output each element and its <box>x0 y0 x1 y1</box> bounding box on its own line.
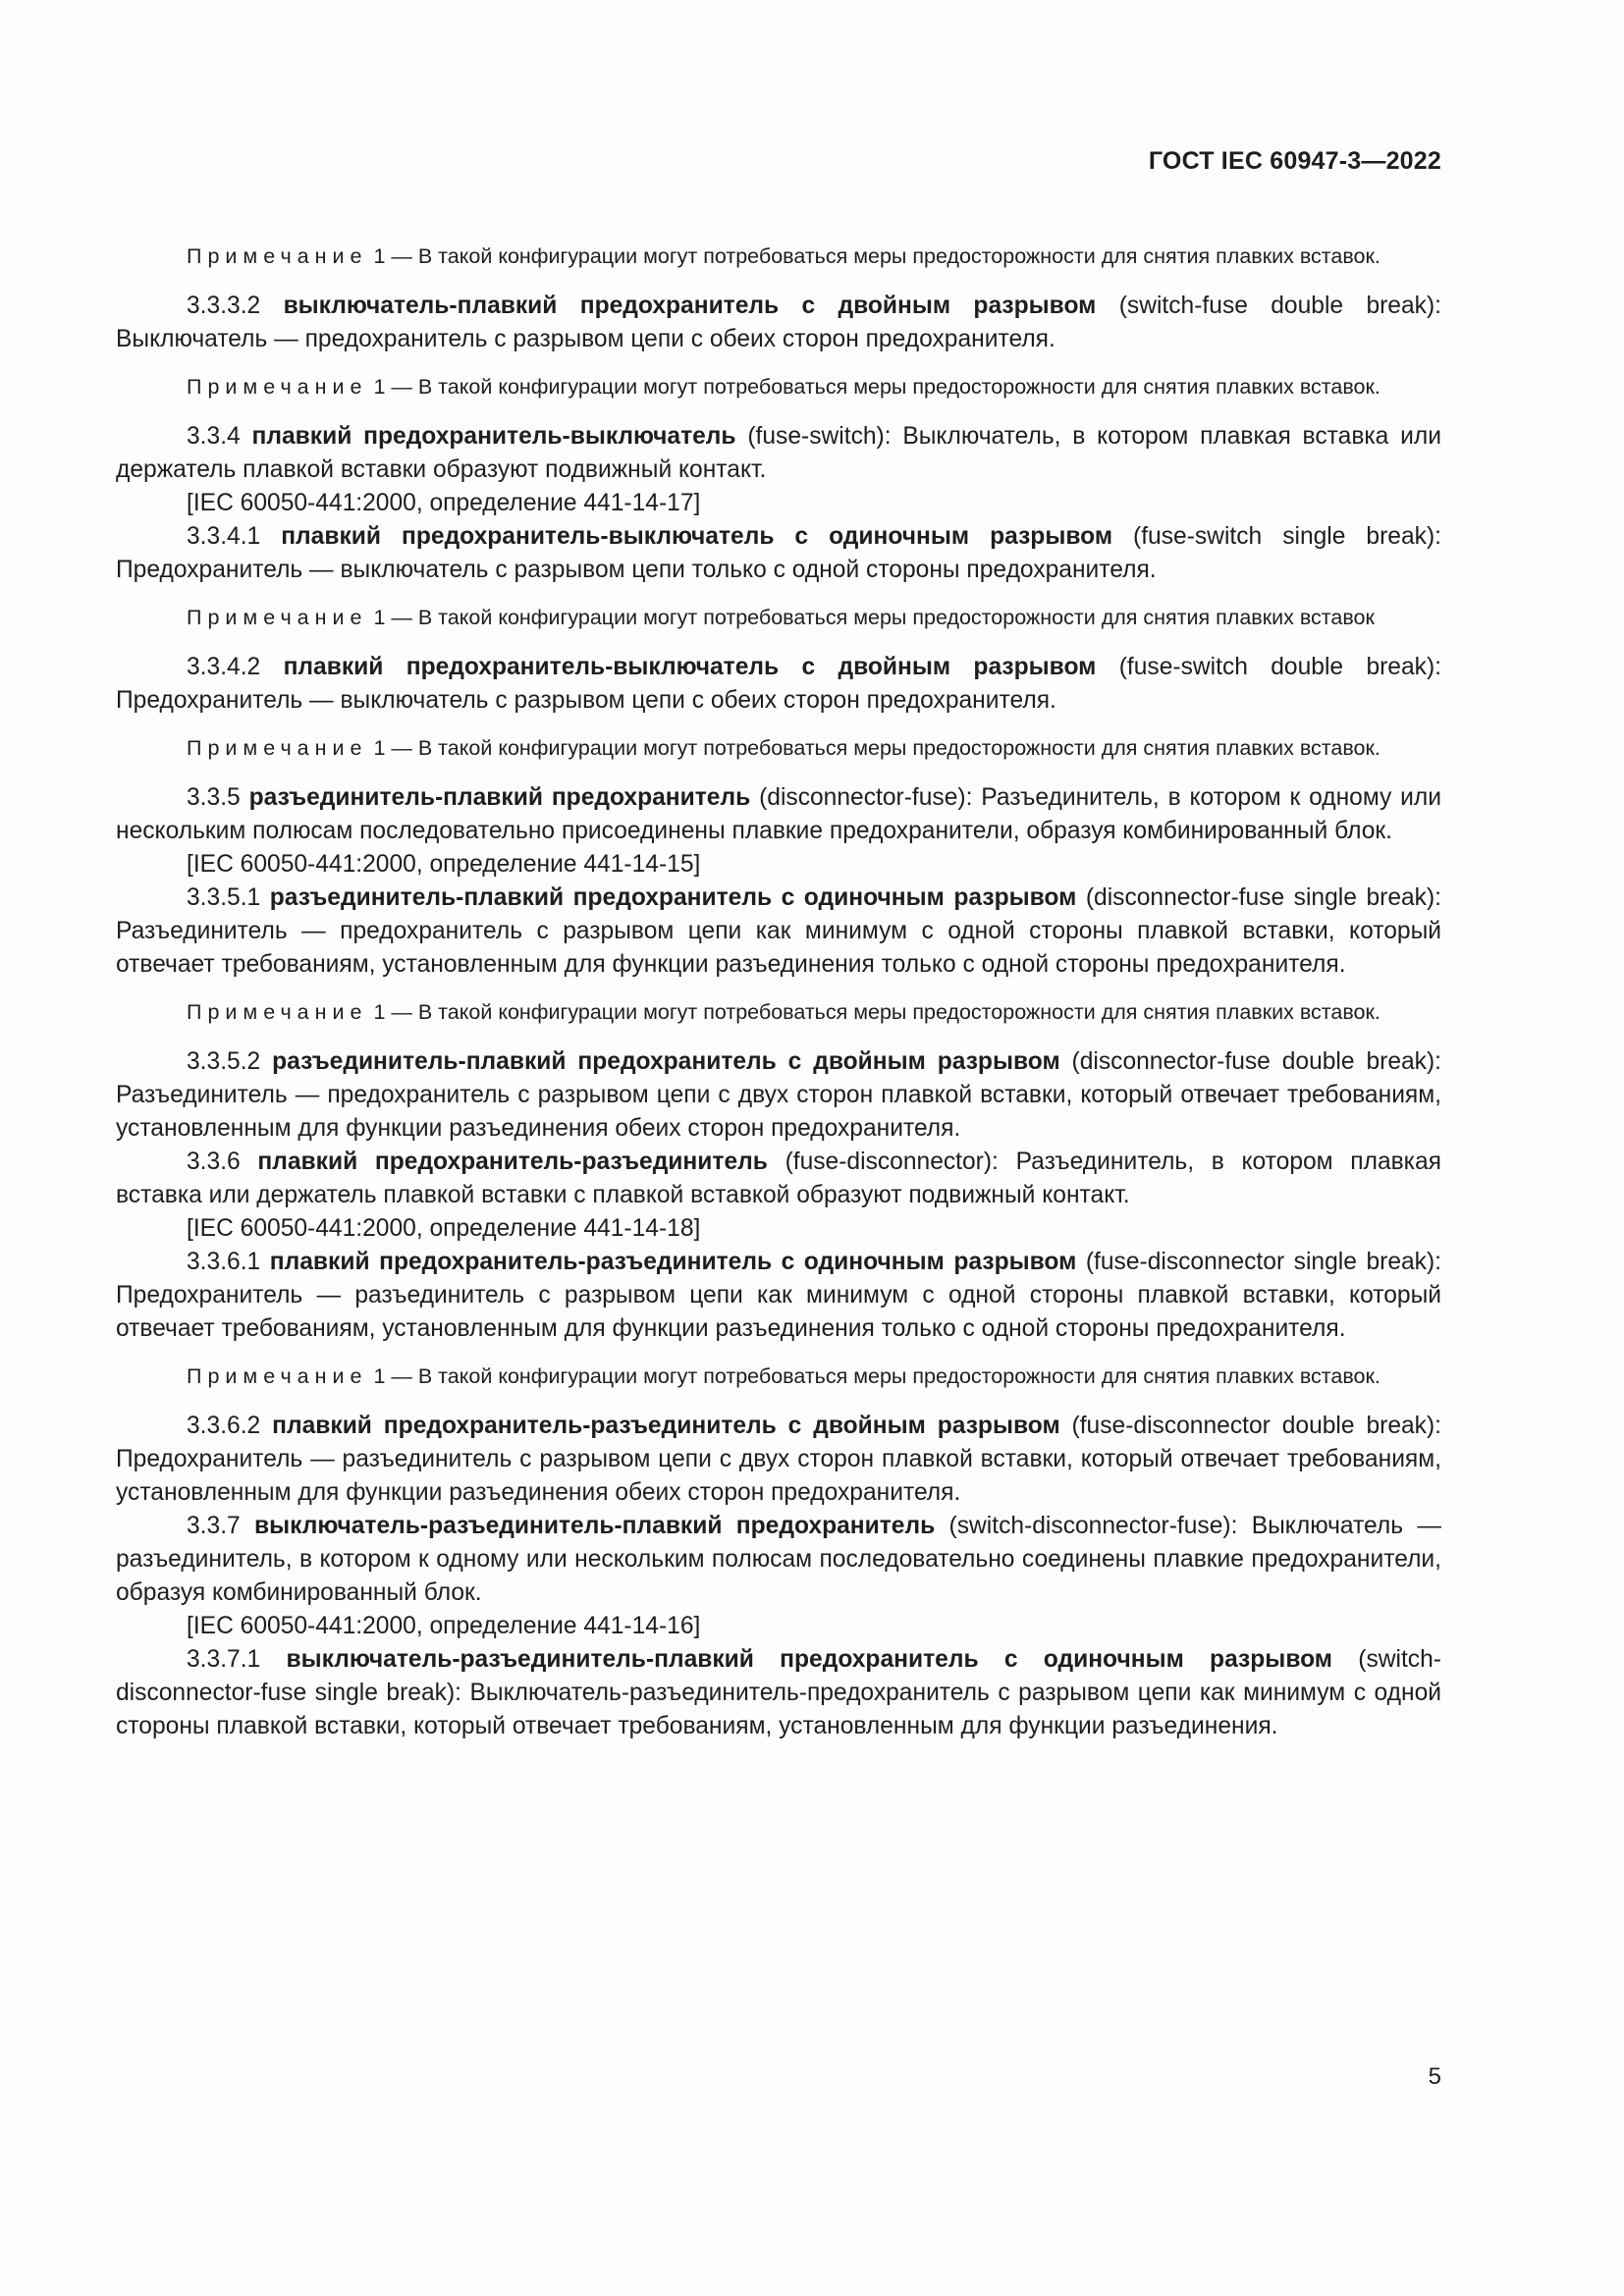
clause-definition: (disconnector-fuse): Разъединитель, в котором к одному или нескольким полюсам последовательно присоединены плавкие предохранители, образуя комбинированный блок. <box>116 784 1441 844</box>
clause <box>116 881 1441 982</box>
note <box>116 1362 1441 1392</box>
note-label: Примечание <box>187 1000 368 1024</box>
reference: [IEC 60050-441:2000, определение 441-14-16] <box>187 1613 701 1639</box>
clause-definition: (fuse-disconnector single break): Предохранитель — разъединитель с разрывом цепи как минимум с одной стороны плавкой вставки, который отвечает требованиям, установленным для функции разъединения только с одной стороны предохранителя. <box>116 1249 1441 1342</box>
note <box>116 733 1441 764</box>
clause-definition: (fuse-disconnector double break): Предохранитель — разъединитель с разрывом цепи с двух сторон плавкой вставки, который отвечает требованиям, установленным для функции разъединения обеих сторон предохранителя. <box>116 1413 1441 1506</box>
clause <box>116 290 1441 356</box>
note-text: — В такой конфигурации могут потребоваться меры предосторожности для снятия плавких вставок. <box>391 1364 1380 1388</box>
clause-definition: (switch-fuse double break): Выключатель — предохранитель с разрывом цепи с обеих сторон предохранителя. <box>116 293 1441 352</box>
clause <box>116 651 1441 718</box>
clause-term: выключатель-разъединитель-плавкий предохранитель <box>254 1513 936 1539</box>
note-number: 1 <box>373 1000 386 1024</box>
clause-number: 3.3.5 <box>187 784 241 811</box>
document-body <box>116 226 1441 1743</box>
note-label: Примечание <box>187 736 368 760</box>
clause-number: 3.3.6.2 <box>187 1413 261 1439</box>
note-text: — В такой конфигурации могут потребоваться меры предосторожности для снятия плавких вставок. <box>391 736 1380 760</box>
clause-term: плавкий предохранитель-разъединитель <box>257 1148 768 1175</box>
clause <box>116 1146 1441 1212</box>
reference: [IEC 60050-441:2000, определение 441-14-18] <box>187 1215 701 1242</box>
note-text: — В такой конфигурации могут потребоваться меры предосторожности для снятия плавких вставок. <box>391 1000 1380 1024</box>
note-text: — В такой конфигурации могут потребоваться меры предосторожности для снятия плавких вставок. <box>391 244 1380 268</box>
clause <box>116 1045 1441 1146</box>
clause <box>116 1643 1441 1743</box>
clause-number: 3.3.5.1 <box>187 884 261 911</box>
note <box>116 603 1441 633</box>
clause-number: 3.3.5.2 <box>187 1048 261 1075</box>
note-number: 1 <box>373 606 386 629</box>
clause-definition: (disconnector-fuse double break): Разъединитель — предохранитель с разрывом цепи с двух сторон плавкой вставки, который отвечает требованиям, установленным для функции разъединения обеих сторон предохранителя. <box>116 1048 1441 1142</box>
clause <box>116 420 1441 487</box>
clause-number: 3.3.7.1 <box>187 1646 261 1673</box>
clause-term: плавкий предохранитель-выключатель с одиночным разрывом <box>281 523 1113 550</box>
note <box>116 241 1441 272</box>
note-label: Примечание <box>187 375 368 399</box>
clause <box>116 1510 1441 1610</box>
clause-term: выключатель-разъединитель-плавкий предохранитель с одиночным разрывом <box>286 1646 1332 1673</box>
clause-number: 3.3.6 <box>187 1148 241 1175</box>
note <box>116 997 1441 1028</box>
reference: [IEC 60050-441:2000, определение 441-14-15] <box>187 851 701 878</box>
clause-term: разъединитель-плавкий предохранитель <box>248 784 751 811</box>
clause-definition: (fuse-switch double break): Предохранитель — выключатель с разрывом цепи с обеих сторон предохранителя. <box>116 654 1441 714</box>
clause-definition: (fuse-switch): Выключатель, в котором плавкая вставка или держатель плавкой вставки образуют подвижный контакт. <box>116 423 1441 483</box>
clause-term: выключатель-плавкий предохранитель с двойным разрывом <box>283 293 1097 319</box>
note-text: — В такой конфигурации могут потребоваться меры предосторожности для снятия плавких вставок <box>391 606 1375 629</box>
note-number: 1 <box>373 736 386 760</box>
clause-definition: (fuse-disconnector): Разъединитель, в котором плавкая вставка или держатель плавкой вставки с плавкой вставкой образуют подвижный контакт. <box>116 1148 1441 1208</box>
clause-number: 3.3.3.2 <box>187 293 261 319</box>
document-code: ГОСТ IEC 60947-3—2022 <box>1148 147 1441 175</box>
page-number: 5 <box>1428 2063 1441 2090</box>
clause-number: 3.3.4.2 <box>187 654 261 680</box>
clause <box>116 1246 1441 1346</box>
clause-definition: (switch-disconnector-fuse single break): Выключатель-разъединитель-предохранитель с разрывом цепи как минимум с одной стороны плавкой вставки, который отвечает требованиям, установленным для функции разъединения. <box>116 1646 1441 1739</box>
note-label: Примечание <box>187 244 368 268</box>
reference: [IEC 60050-441:2000, определение 441-14-17] <box>187 490 701 516</box>
clause-term: плавкий предохранитель-разъединитель с одиночным разрывом <box>269 1249 1077 1275</box>
clause-number: 3.3.6.1 <box>187 1249 261 1275</box>
clause-definition: (disconnector-fuse single break): Разъединитель — предохранитель с разрывом цепи как минимум с одной стороны плавкой вставки, который отвечает требованиям, установленным для функции разъединения только с одной стороны предохранителя. <box>116 884 1441 978</box>
note-number: 1 <box>373 1364 386 1388</box>
clause-definition: (switch-disconnector-fuse): Выключатель — разъединитель, в котором к одному или нескольким полюсам последовательно соединены плавкие предохранители, образуя комбинированный блок. <box>116 1513 1441 1606</box>
clause-term: плавкий предохранитель-разъединитель с двойным разрывом <box>272 1413 1060 1439</box>
note-text: — В такой конфигурации могут потребоваться меры предосторожности для снятия плавких вставок. <box>391 375 1380 399</box>
clause <box>116 520 1441 587</box>
note-label: Примечание <box>187 606 368 629</box>
clause-number: 3.3.4 <box>187 423 241 450</box>
note <box>116 372 1441 402</box>
clause-number: 3.3.7 <box>187 1513 241 1539</box>
note-number: 1 <box>373 244 386 268</box>
clause-definition: (fuse-switch single break): Предохранитель — выключатель с разрывом цепи только с одной стороны предохранителя. <box>116 523 1441 583</box>
clause-term: плавкий предохранитель-выключатель <box>251 423 736 450</box>
clause-term: разъединитель-плавкий предохранитель с одиночным разрывом <box>269 884 1077 911</box>
note-number: 1 <box>373 375 386 399</box>
clause <box>116 781 1441 848</box>
clause-term: плавкий предохранитель-выключатель с двойным разрывом <box>283 654 1097 680</box>
note-label: Примечание <box>187 1364 368 1388</box>
clause-term: разъединитель-плавкий предохранитель с двойным разрывом <box>272 1048 1060 1075</box>
clause-number: 3.3.4.1 <box>187 523 261 550</box>
clause <box>116 1410 1441 1510</box>
